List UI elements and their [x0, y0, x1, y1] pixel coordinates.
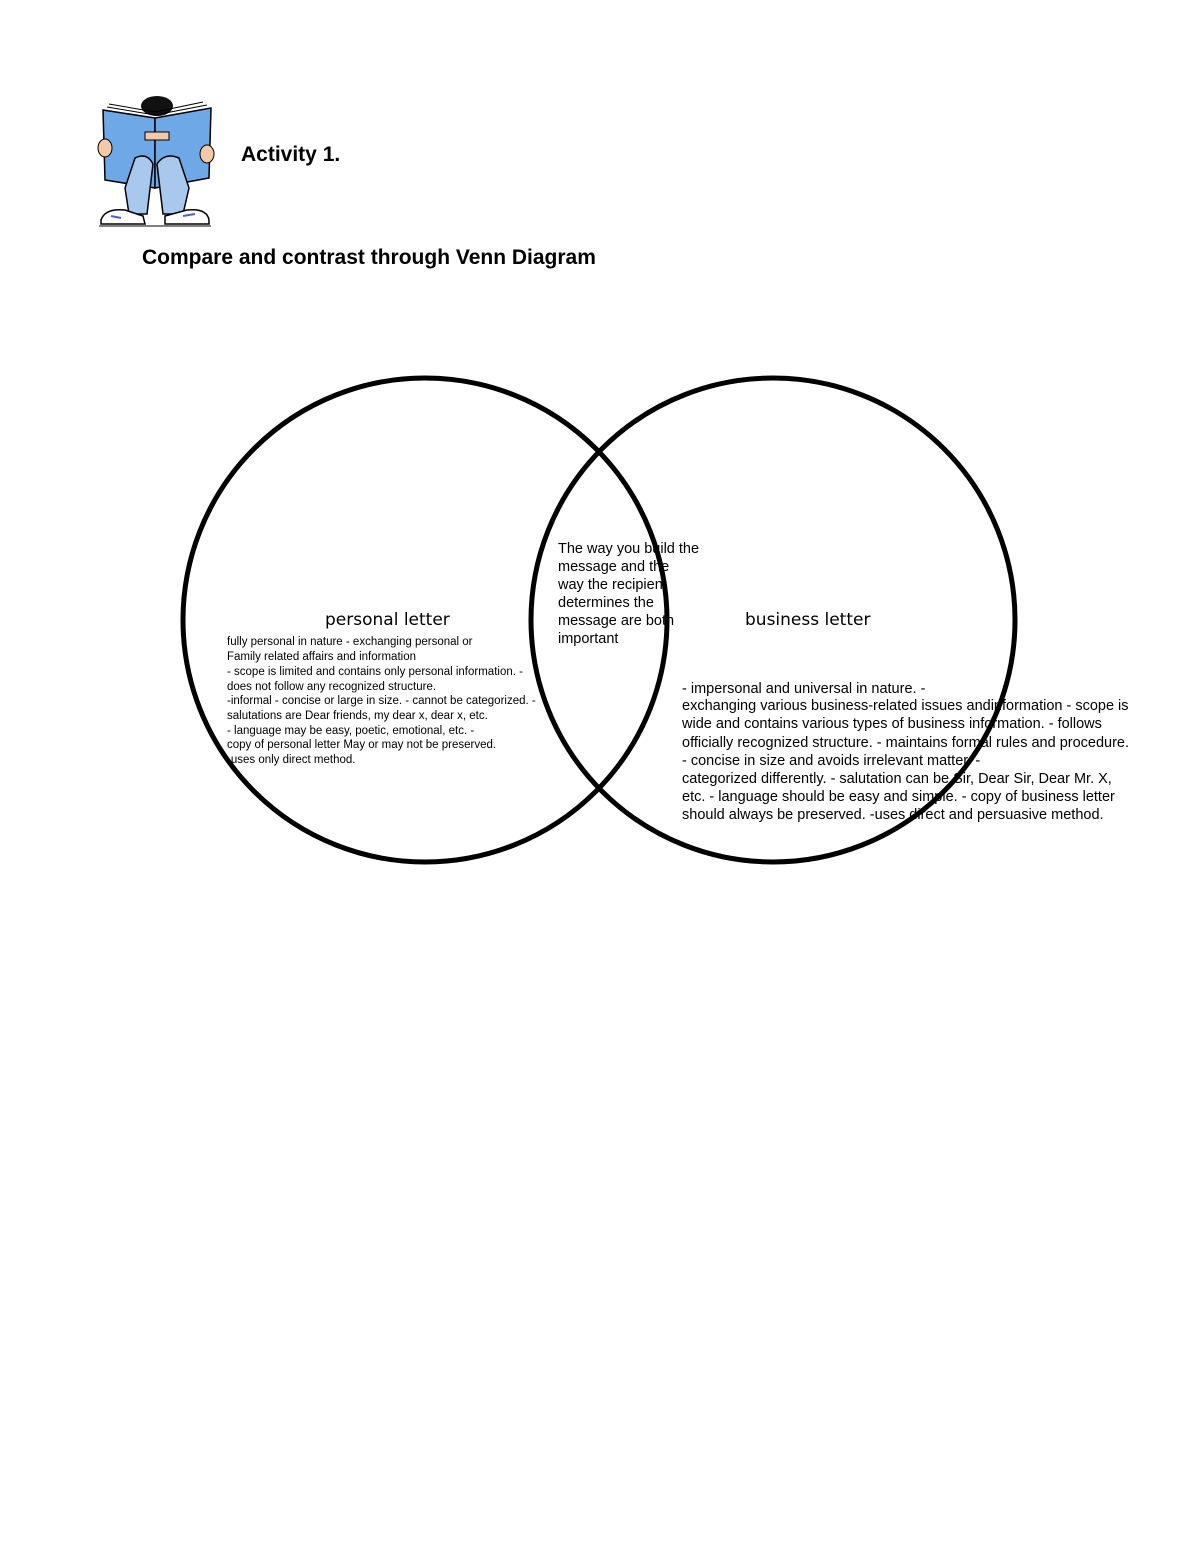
personal-letter-line: - scope is limited and contains only personal information. -: [227, 666, 523, 678]
intersection-line: determines the: [558, 595, 654, 611]
personal-letter-label: personal letter: [325, 610, 450, 630]
business-letter-line: officially recognized structure. - maintains formal rules and procedure.: [682, 735, 1130, 751]
personal-letter-line: - language may be easy, poetic, emotional, etc. -: [227, 725, 475, 737]
business-letter-line: - impersonal and universal in nature. -: [682, 681, 926, 697]
activity-title: Activity 1.: [241, 143, 341, 166]
personal-letter-line: does not follow any recognized structure.: [227, 681, 437, 693]
intersection-line: way the recipient: [558, 577, 667, 593]
personal-letter-line: copy of personal letter May or may not be preserved.: [227, 739, 497, 751]
business-letter-line: categorized differently. - salutation can be Sir, Dear Sir, Dear Mr. X,: [682, 771, 1112, 787]
personal-letter-line: salutations are Dear friends, my dear x, dear x, etc.: [227, 710, 488, 722]
business-letter-line: - concise in size and avoids irrelevant matter. -: [682, 753, 981, 769]
business-letter-line: exchanging various business-related issues andinformation - scope is: [682, 698, 1129, 714]
personal-letter-line: -uses only direct method.: [227, 754, 356, 766]
personal-letter-line: fully personal in nature - exchanging personal or: [227, 636, 473, 648]
intersection-line: message and the: [558, 559, 670, 575]
intersection-line: message are both: [558, 613, 675, 629]
page-subtitle: Compare and contrast through Venn Diagram: [142, 246, 596, 269]
personal-letter-line: -informal - concise or large in size. - cannot be categorized. -: [227, 695, 536, 707]
business-letter-line: etc. - language should be easy and simple. - copy of business letter: [682, 789, 1115, 805]
business-letter-label: business letter: [745, 610, 871, 630]
intersection-line: The way you build the: [558, 541, 700, 557]
business-letter-line: should always be preserved. -uses direct and persuasive method.: [682, 807, 1104, 823]
business-letter-line: wide and contains various types of business information. - follows: [682, 716, 1102, 732]
personal-letter-line: Family related affairs and information: [227, 651, 416, 663]
intersection-line: important: [558, 631, 619, 647]
